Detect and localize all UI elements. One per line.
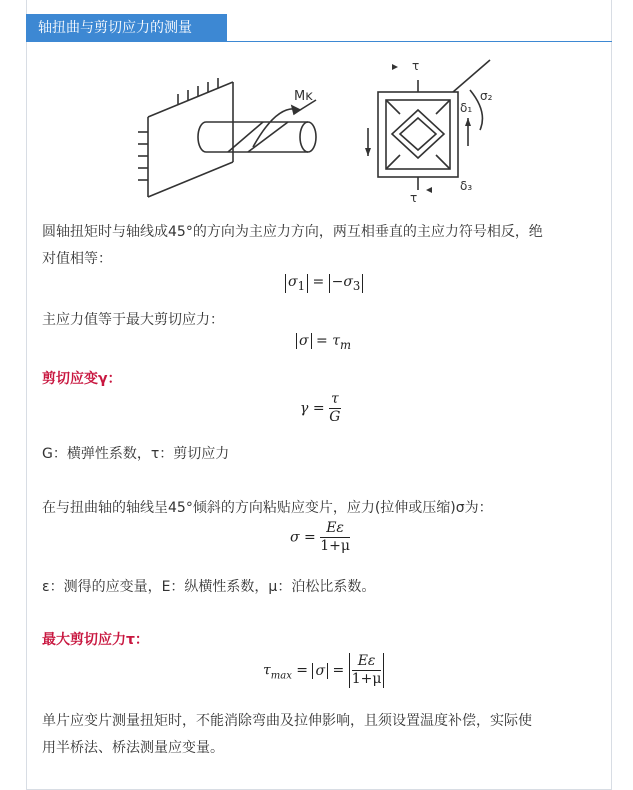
tau-bottom-label: τ bbox=[410, 191, 418, 205]
formula-shear-strain: γ = $\frac{\tau}{G}$ bbox=[300, 391, 341, 425]
formula-stress: σ = $\frac{E\varepsilon}{1+\mu}$ bbox=[290, 520, 350, 554]
delta1-label: δ₁ bbox=[460, 101, 473, 115]
para2: 主应力值等于最大剪切应力： bbox=[42, 312, 224, 328]
para4-line2: 用半桥法、桥法测量应变量。 bbox=[42, 740, 224, 756]
shear-strain-label: 剪切应变γ： bbox=[42, 371, 122, 387]
legend-g-tau: G：横弹性系数，τ：剪切应力 bbox=[42, 446, 230, 462]
legend-eps-e-mu: ε：测得的应变量，E：纵横性系数，μ：泊松比系数。 bbox=[42, 579, 376, 595]
sigma2-label: σ₂ bbox=[480, 89, 493, 103]
mk-label: Mĸ bbox=[294, 89, 313, 104]
section-title: 轴扭曲与剪切应力的测量 bbox=[26, 14, 227, 42]
delta3-label: δ₃ bbox=[460, 179, 473, 193]
torsion-figure bbox=[128, 52, 568, 212]
stress-element-diagram bbox=[368, 60, 490, 190]
para1-line1: 圆轴扭矩时与轴线成45°的方向为主应力方向，两互相垂直的主应力符号相反，绝 bbox=[42, 224, 543, 240]
shaft-diagram bbox=[138, 78, 316, 197]
title-underline bbox=[227, 41, 612, 42]
formula-max-shear: $\sigma = \tau_m$ bbox=[296, 333, 351, 352]
formula-principal-stress: $\sigma_1 = -\sigma_3$ bbox=[285, 274, 363, 293]
formula-tau-max: $\tau_{max} = \sigma$ = $\frac{E\varepsilon}{1+\mu}$ bbox=[263, 653, 384, 688]
para1-line2: 对值相等： bbox=[42, 251, 112, 267]
para4-line1: 单片应变片测量扭矩时，不能消除弯曲及拉伸影响，且须设置温度补偿，实际使 bbox=[42, 713, 532, 729]
max-shear-label: 最大剪切应力τ： bbox=[42, 632, 149, 648]
para3: 在与扭曲轴的轴线呈45°倾斜的方向粘贴应变片，应力(拉伸或压缩)σ为： bbox=[42, 500, 493, 516]
tau-top-label: τ bbox=[412, 59, 420, 73]
